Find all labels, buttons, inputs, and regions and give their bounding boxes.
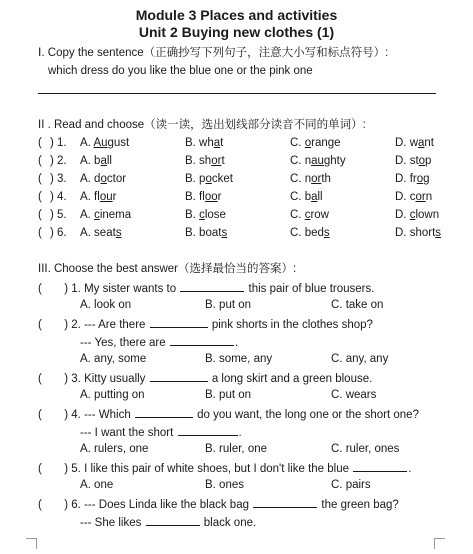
question-text: pink shorts in the clothes shop? xyxy=(211,319,373,331)
underlined-letters: s xyxy=(221,227,228,239)
option-c xyxy=(290,172,331,186)
page-corner-mark xyxy=(26,538,37,549)
option-a: A. rulers, one xyxy=(80,443,149,455)
underlined-letters: c xyxy=(409,209,416,221)
underlined-letters: a xyxy=(418,137,425,149)
underlined-letters: a xyxy=(213,137,221,149)
word-part: row xyxy=(310,209,329,221)
option-a xyxy=(80,172,126,186)
question-number: ) 1. xyxy=(50,137,67,149)
question-number: ) 4. xyxy=(50,191,67,203)
word-part: C. n xyxy=(290,173,312,185)
question-text: I like this pair of white shoes, but I don't like the blue xyxy=(84,463,350,475)
option-a xyxy=(80,208,131,222)
word-part: B. sh xyxy=(185,155,212,167)
option-b xyxy=(185,226,227,240)
answer-slot[interactable] xyxy=(46,497,60,508)
question-text: --- Which xyxy=(84,409,131,421)
word-part: ll xyxy=(106,155,112,167)
answer-paren: ( xyxy=(38,373,42,385)
option-d xyxy=(395,208,439,222)
option-b: B. ones xyxy=(205,479,244,491)
underlined-letters: or xyxy=(211,155,222,167)
answer-paren[interactable]: ( xyxy=(38,155,42,167)
word-part: cket xyxy=(211,173,233,185)
answer-paren[interactable]: ( xyxy=(38,137,42,149)
punctuation: . xyxy=(238,427,242,439)
answer-paren: ( xyxy=(38,319,42,331)
option-b: B. put on xyxy=(205,299,252,311)
option-c: C. wears xyxy=(331,389,377,401)
word-part: ctor xyxy=(106,173,127,185)
option-c xyxy=(290,136,341,150)
question-number: ) 5. xyxy=(64,463,81,475)
underlined-letters: s xyxy=(435,227,442,239)
word-part: B. xyxy=(185,209,200,221)
option-a xyxy=(80,154,112,168)
word-part: A. d xyxy=(80,173,101,185)
answer-paren[interactable]: ( xyxy=(38,191,42,203)
word-part: D. st xyxy=(395,155,419,167)
answer-paren: ( xyxy=(38,463,42,475)
word-part: A. xyxy=(80,209,95,221)
underlined-letters: c xyxy=(199,209,205,221)
underlined-letters: Au xyxy=(93,137,108,149)
underlined-letters: au xyxy=(311,155,324,167)
underlined-letters: a xyxy=(100,155,107,167)
question-row xyxy=(38,496,399,512)
option-c xyxy=(290,208,329,222)
option-b xyxy=(185,172,233,186)
word-part: p xyxy=(425,155,432,167)
fill-blank[interactable] xyxy=(146,514,200,526)
underlined-letters: o xyxy=(304,137,312,149)
answer-paren[interactable]: ( xyxy=(38,227,42,239)
option-a xyxy=(80,136,129,150)
fill-blank[interactable] xyxy=(178,424,238,436)
writing-line xyxy=(38,93,436,94)
fill-blank[interactable] xyxy=(150,370,208,382)
option-c: C. take on xyxy=(331,299,384,311)
option-b xyxy=(185,136,223,150)
option-a: A. any, some xyxy=(80,353,147,365)
answer-slot[interactable] xyxy=(46,371,60,382)
word-part: nt xyxy=(424,137,434,149)
word-part: D. w xyxy=(395,137,418,149)
word-part: t xyxy=(220,137,224,149)
section1-heading: Ⅰ. Copy the sentence（正确抄写下列句子，注意大小写和标点符号）: xyxy=(38,47,389,59)
word-part: A. b xyxy=(80,155,101,167)
word-part: inema xyxy=(99,209,132,221)
underlined-letters: o xyxy=(416,173,424,185)
option-b xyxy=(185,190,221,204)
question-text: a long skirt and a green blouse. xyxy=(211,373,373,385)
dialogue-line xyxy=(80,424,242,440)
question-text: My sister wants to xyxy=(84,283,177,295)
option-c: C. any, any xyxy=(331,353,389,365)
option-d xyxy=(395,190,432,204)
word-part: C. xyxy=(290,209,305,221)
question-number: ) 2. xyxy=(50,155,67,167)
question-row xyxy=(38,316,373,332)
option-c xyxy=(290,226,330,240)
dialogue-line xyxy=(80,514,256,530)
word-part: r xyxy=(112,191,117,203)
word-part: range xyxy=(311,137,341,149)
underlined-letters: c xyxy=(304,209,311,221)
word-part: B. wh xyxy=(185,137,214,149)
page-corner-mark xyxy=(434,538,445,549)
question-text: --- Does Linda like the black bag xyxy=(84,499,249,511)
word-part: B. fl xyxy=(185,191,205,203)
question-text: --- Yes, there are xyxy=(80,337,166,349)
word-part: lose xyxy=(204,209,226,221)
question-number: ) 6. xyxy=(64,499,81,511)
fill-blank[interactable] xyxy=(150,316,208,328)
option-d xyxy=(395,136,434,150)
option-a: A. look on xyxy=(80,299,132,311)
answer-paren[interactable]: ( xyxy=(38,173,42,185)
fill-blank[interactable] xyxy=(180,280,244,292)
underlined-letters: s xyxy=(323,227,330,239)
word-part: gust xyxy=(107,137,130,149)
word-part: C. bed xyxy=(290,227,324,239)
word-part: ll xyxy=(317,191,323,203)
page-subtitle: Unit 2 Buying new clothes (1) xyxy=(138,24,335,40)
section3-heading: III. Choose the best answer（选择最恰当的答案）: xyxy=(38,263,297,275)
question-row xyxy=(38,370,372,386)
question-number: ) 5. xyxy=(50,209,67,221)
question-text: the green bag? xyxy=(321,499,399,511)
underlined-letters: s xyxy=(115,227,122,239)
word-part: th xyxy=(321,173,331,185)
option-d xyxy=(395,172,430,186)
option-c xyxy=(290,154,346,168)
punctuation: . xyxy=(234,337,239,349)
option-c: C. ruler, ones xyxy=(331,443,400,455)
section2-heading: II . Read and choose（读一读，选出划线部分读音不同的单词）: xyxy=(38,119,366,131)
word-part: A. fl xyxy=(80,191,100,203)
word-part: t xyxy=(221,155,225,167)
word-part: r xyxy=(217,191,222,203)
option-c: C. pairs xyxy=(331,479,371,491)
option-b: B. some, any xyxy=(205,353,273,365)
question-text: this pair of blue trousers. xyxy=(248,283,375,295)
option-b: B. ruler, one xyxy=(205,443,268,455)
answer-paren[interactable]: ( xyxy=(38,209,42,221)
word-part: n xyxy=(425,191,433,203)
answer-paren: ( xyxy=(38,409,42,421)
question-text: black one. xyxy=(203,517,257,529)
question-number: ) 4. xyxy=(64,409,81,421)
dialogue-line xyxy=(80,334,238,350)
question-text: --- I want the short xyxy=(80,427,174,439)
fill-blank[interactable] xyxy=(353,460,407,472)
word-part: C. xyxy=(290,137,305,149)
underlined-letters: o xyxy=(205,173,212,185)
option-b xyxy=(185,154,225,168)
word-part: g xyxy=(423,173,430,185)
option-a: A. one xyxy=(80,479,114,491)
fill-blank[interactable] xyxy=(253,496,317,508)
question-number: ) 1. xyxy=(64,283,81,295)
word-part: A. xyxy=(80,137,94,149)
option-b xyxy=(185,208,226,222)
word-part: D. c xyxy=(395,191,416,203)
underlined-letters: c xyxy=(94,209,100,221)
option-b: B. put on xyxy=(205,389,252,401)
question-text: --- She likes xyxy=(80,517,142,529)
underlined-letters: o xyxy=(418,155,426,167)
option-d xyxy=(395,226,441,240)
page-title: Module 3 Places and activities xyxy=(135,7,338,23)
punctuation: . xyxy=(408,463,412,475)
question-number: ) 6. xyxy=(50,227,67,239)
word-part: A. seat xyxy=(80,227,116,239)
question-text: --- Are there xyxy=(84,319,146,331)
fill-blank[interactable] xyxy=(135,406,193,418)
option-c xyxy=(290,190,323,204)
answer-slot[interactable] xyxy=(46,461,60,472)
word-part: ghty xyxy=(323,155,346,167)
question-row xyxy=(38,460,411,476)
answer-slot[interactable] xyxy=(46,317,60,328)
answer-slot[interactable] xyxy=(46,281,60,292)
fill-blank[interactable] xyxy=(170,334,234,346)
option-a xyxy=(80,226,122,240)
underlined-letters: oo xyxy=(204,191,218,203)
question-number: ) 2. xyxy=(64,319,81,331)
word-part: B. boat xyxy=(185,227,222,239)
underlined-letters: ou xyxy=(99,191,113,203)
word-part: lown xyxy=(415,209,440,221)
question-number: ) 3. xyxy=(50,173,67,185)
underlined-letters: o xyxy=(100,173,107,185)
question-text: Kitty usually xyxy=(84,373,146,385)
word-part: C. b xyxy=(290,191,312,203)
option-a: A. putting on xyxy=(80,389,145,401)
word-part: D. xyxy=(395,209,410,221)
answer-paren: ( xyxy=(38,499,42,511)
underlined-letters: a xyxy=(311,191,318,203)
question-text: do you want, the long one or the short one? xyxy=(197,409,419,421)
option-d xyxy=(395,154,431,168)
question-row xyxy=(38,406,419,422)
answer-slot[interactable] xyxy=(46,407,60,418)
question-number: ) 3. xyxy=(64,373,81,385)
word-part: C. n xyxy=(290,155,312,167)
question-row xyxy=(38,280,374,296)
word-part: D. fr xyxy=(395,173,417,185)
option-a xyxy=(80,190,116,204)
underlined-letters: or xyxy=(311,173,322,185)
answer-paren: ( xyxy=(38,283,42,295)
copy-sentence: which dress do you like the blue one or the pink one xyxy=(48,65,313,77)
word-part: B. p xyxy=(185,173,206,185)
underlined-letters: or xyxy=(415,191,426,203)
word-part: D. short xyxy=(395,227,436,239)
